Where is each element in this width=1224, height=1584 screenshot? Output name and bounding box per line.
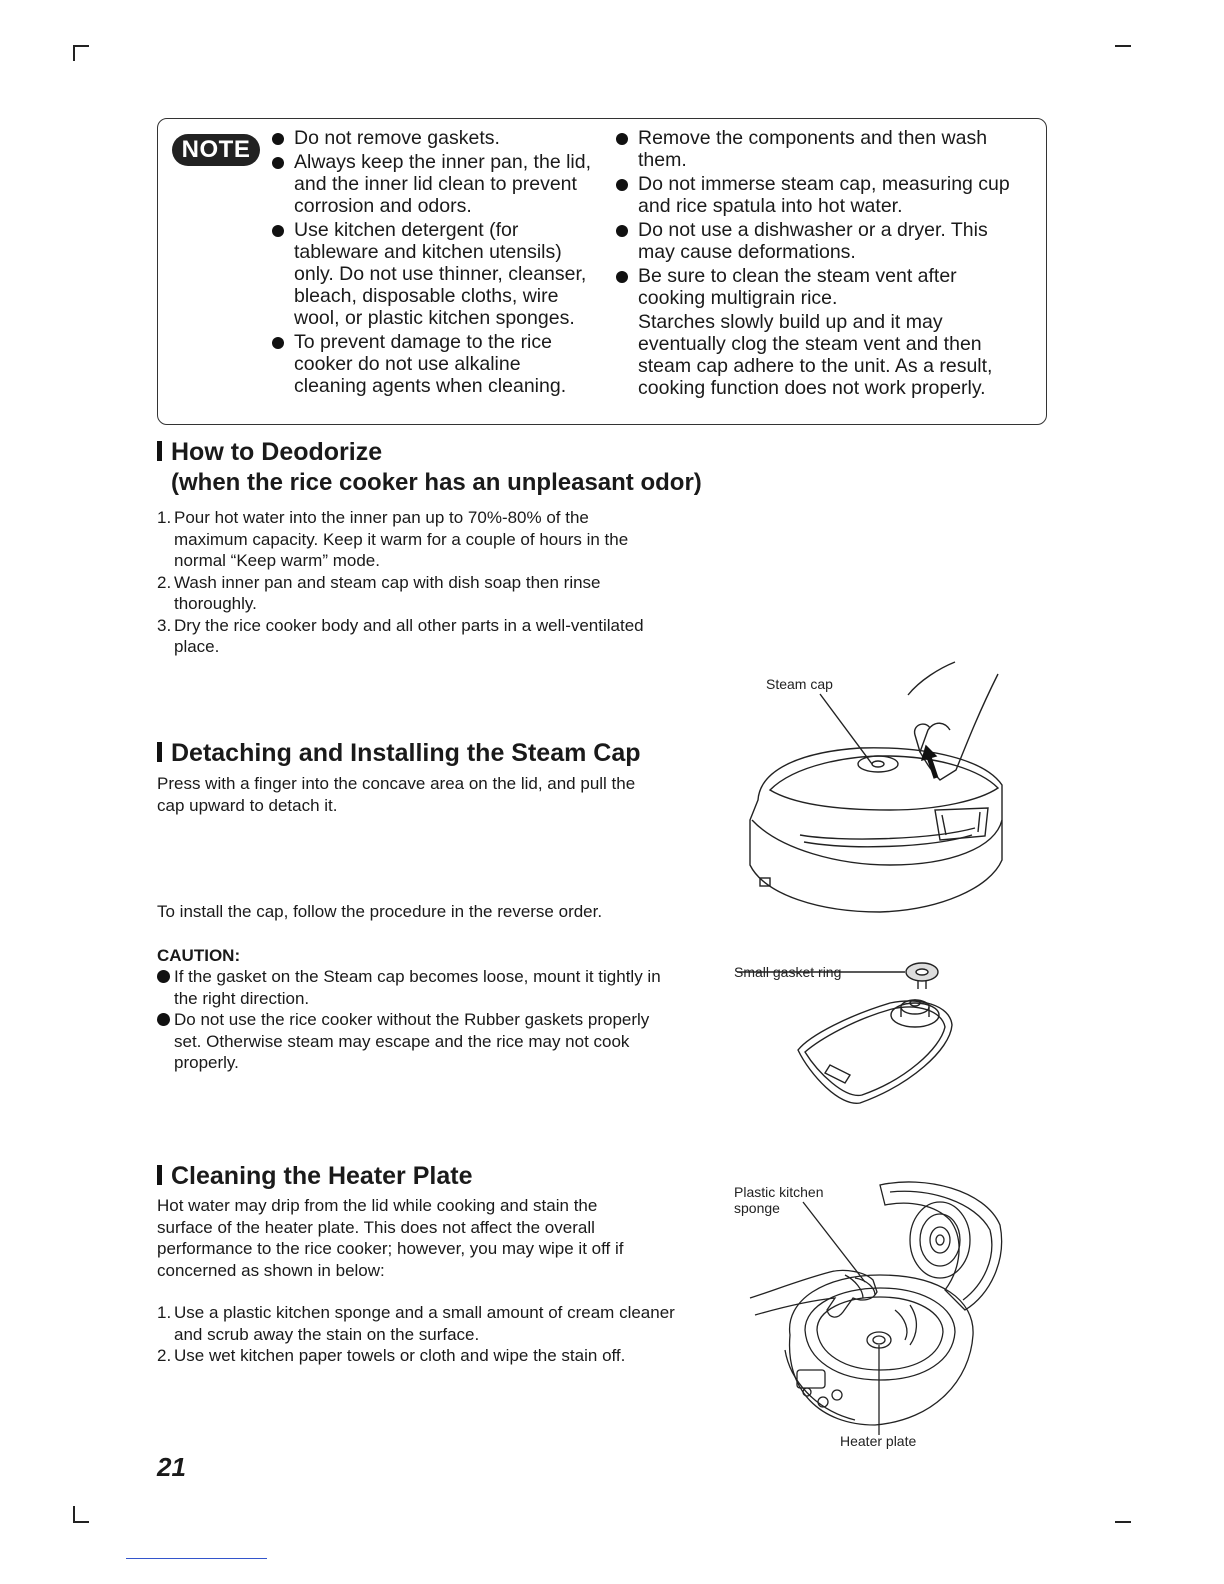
crop-mark-bottom-right bbox=[1115, 1521, 1131, 1523]
caution-heading: CAUTION: bbox=[157, 946, 241, 965]
steam-cap-title-text: Detaching and Installing the Steam Cap bbox=[171, 739, 641, 767]
note-item: Do not use a dishwasher or a dryer. This may cause deformations. bbox=[616, 219, 1026, 263]
deodorize-subtitle: (when the rice cooker has an unpleasant odor) bbox=[171, 469, 702, 496]
heater-plate-cleaning-illustration bbox=[745, 1180, 1010, 1440]
steam-cap-gasket-illustration bbox=[790, 955, 970, 1115]
deodorize-title bbox=[157, 437, 382, 467]
heater-title bbox=[157, 1161, 472, 1191]
heater-plate-label: Heater plate bbox=[840, 1433, 917, 1449]
section-bar bbox=[157, 742, 162, 762]
heater-intro: Hot water may drip from the lid while cooking and stain the surface of the heater plate. This does not affect the overall performance to the rice cooker; however, you may wipe it off if concerned as shown in below: bbox=[157, 1196, 624, 1280]
crop-mark-bottom-left-v bbox=[73, 1506, 75, 1522]
caution-list bbox=[157, 966, 662, 1074]
steam-cap-title bbox=[157, 738, 641, 768]
list-item: 3. Dry the rice cooker body and all other parts in a well-ventilated place. bbox=[157, 615, 644, 656]
steam-cap-label: Steam cap bbox=[766, 676, 833, 692]
heater-title-text: Cleaning the Heater Plate bbox=[171, 1162, 473, 1190]
note-item: Always keep the inner pan, the lid, and the inner lid clean to prevent corrosion and odors. bbox=[272, 151, 592, 217]
page-number: 21 bbox=[157, 1452, 186, 1482]
note-item: Do not remove gaskets. bbox=[272, 127, 592, 149]
caution-item: If the gasket on the Steam cap becomes loose, mount it tightly in the right direction. bbox=[157, 966, 662, 1009]
gasket-label: Small gasket ring bbox=[734, 964, 842, 980]
deodorize-steps bbox=[157, 507, 667, 658]
caution-item: Do not use the rice cooker without the Rubber gaskets properly set. Otherwise steam may escape and the rice may not cook properly. bbox=[157, 1009, 662, 1074]
list-item: 1. Use a plastic kitchen sponge and a small amount of cream cleaner and scrub away the stain on the surface. bbox=[157, 1303, 675, 1344]
section-bar bbox=[157, 1165, 162, 1185]
note-item: Remove the components and then wash them. bbox=[616, 127, 1026, 171]
deodorize-title-text: How to Deodorize bbox=[171, 438, 383, 466]
crop-mark-top-left-v bbox=[73, 45, 75, 61]
sponge-label: Plastic kitchen sponge bbox=[734, 1184, 824, 1216]
note-badge: NOTE bbox=[172, 134, 260, 166]
crop-mark-top-right bbox=[1115, 45, 1131, 47]
section-bar bbox=[157, 441, 162, 461]
note-item: Be sure to clean the steam vent after cooking multigrain rice. bbox=[616, 265, 1026, 309]
crop-mark-top-left-h bbox=[73, 45, 89, 47]
heater-steps bbox=[157, 1302, 677, 1367]
note-item: To prevent damage to the rice cooker do not use alkaline cleaning agents when cleaning. bbox=[272, 331, 592, 397]
note-item: Do not immerse steam cap, measuring cup and rice spatula into hot water. bbox=[616, 173, 1026, 217]
note-left-column bbox=[272, 127, 592, 399]
steam-cap-intro: Press with a finger into the concave area on the lid, and pull the cap upward to detach it. bbox=[157, 774, 636, 815]
note-right-column bbox=[616, 127, 1026, 399]
note-continuation: Starches slowly build up and it may eventually clog the steam vent and then steam cap adhere to the unit. As a result, cooking function does not work properly. bbox=[638, 311, 993, 399]
footer-rule bbox=[126, 1558, 267, 1559]
list-item: 1. Pour hot water into the inner pan up to 70%-80% of the maximum capacity. Keep it warm for a couple of hours in the normal “Keep warm” mode. bbox=[157, 508, 629, 570]
rice-cooker-steam-cap-illustration bbox=[740, 660, 1010, 915]
list-item: 2. Use wet kitchen paper towels or cloth and wipe the stain off. bbox=[157, 1346, 626, 1365]
steam-cap-install: To install the cap, follow the procedure in the reverse order. bbox=[157, 902, 603, 921]
list-item: 2. Wash inner pan and steam cap with dish soap then rinse thoroughly. bbox=[157, 572, 601, 613]
crop-mark-bottom-left-h bbox=[73, 1521, 89, 1523]
note-item: Use kitchen detergent (for tableware and kitchen utensils) only. Do not use thinner, cleanser, bleach, disposable cloths, wire wool, or plastic kitchen sponges. bbox=[272, 219, 592, 329]
